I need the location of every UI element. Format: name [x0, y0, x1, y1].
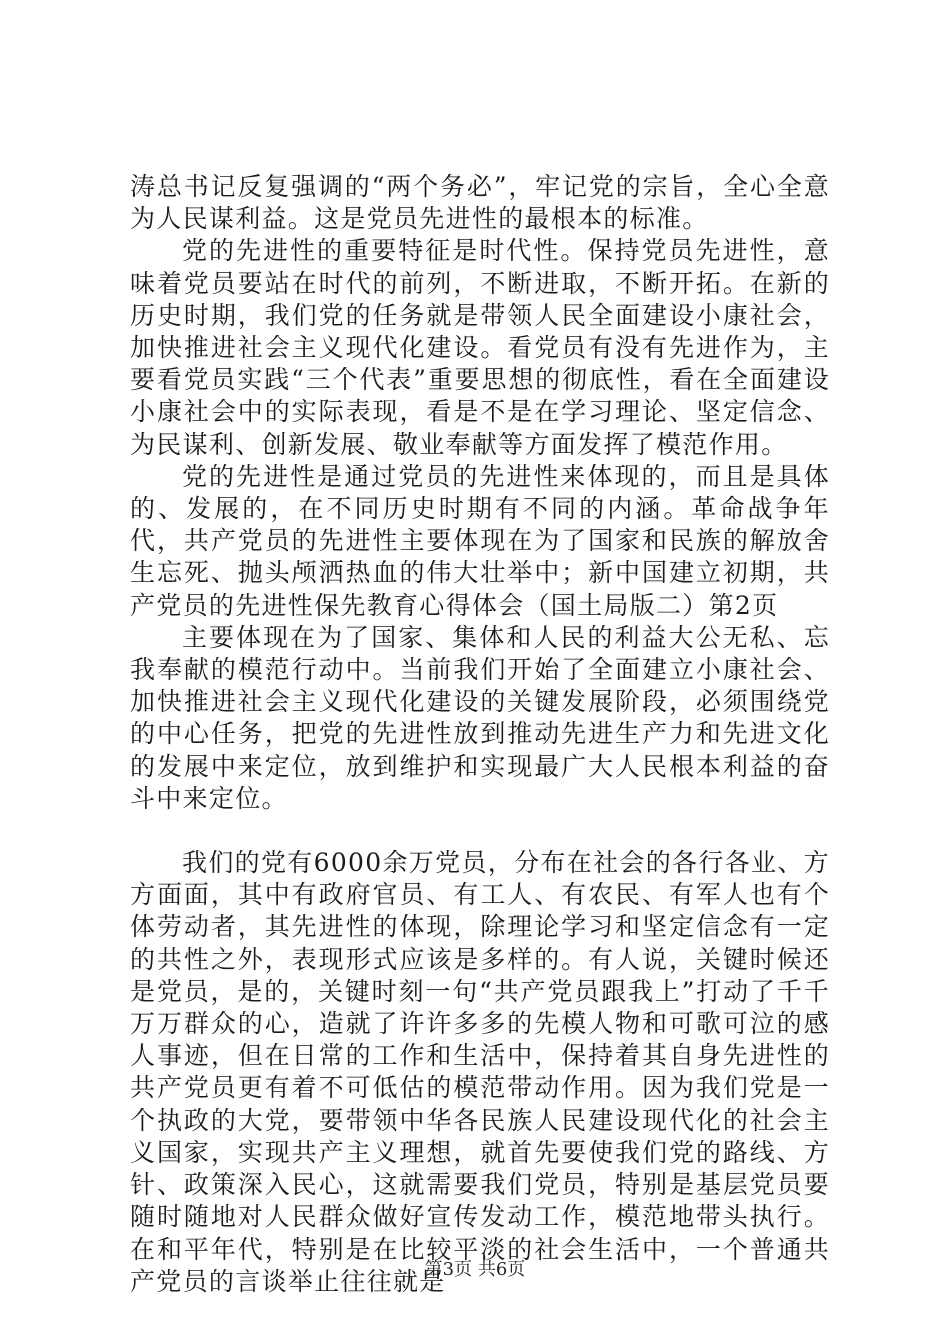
paragraph-3: 党的先进性是通过党员的先进性来体现的，而且是具体的、发展的，在不同历史时期有不同的内涵。革命战争年代，共产党员的先进性主要体现在为了国家和民族的解放舍生忘死、抛头颅洒热血的伟大壮举中；新中国建立初期，共产党员的先进性保先教育心得体会（国土局版二）第2页 [130, 461, 830, 620]
paragraph-5: 我们的党有6000余万党员，分布在社会的各行各业、方方面面，其中有政府官员、有工人、有农民、有军人也有个体劳动者，其先进性的体现，除理论学习和坚定信念有一定的共性之外，表现形式应该是多样的。有人说，关键时候还是党员，是的，关键时刻一句“共产党员跟我上”打动了千千万万群众的心，造就了许许多多的先模人物和可歌可泣的感人事迹，但在日常的工作和生活中，保持着其自身先进性的共产党员更有着不可低估的模范带动作用。因为我们党是一个执政的大党，要带领中华各民族人民建设现代化的社会主义国家，实现共产主义理想，就首先要使我们党的路线、方针、政策深入民心，这就需要我们党员，特别是基层党员要随时随地对人民群众做好宣传发动工作，模范地带头执行。在和平年代，特别是在比较平淡的社会生活中，一个普通共产党员的言谈举止往往就是 [130, 848, 830, 1296]
paragraph-1: 涛总书记反复强调的“两个务必”，牢记党的宗旨，全心全意为人民谋利益。这是党员先进性的最根本的标准。 [130, 172, 830, 234]
document-body [130, 171, 830, 1298]
page-footer: 第3页 共6页 [424, 1259, 526, 1280]
paragraph-4: 主要体现在为了国家、集体和人民的利益大公无私、忘我奉献的模范行动中。当前我们开始了全面建立小康社会、加快推进社会主义现代化建设的关键发展阶段，必须围绕党的中心任务，把党的先进性放到推动先进生产力和先进文化的发展中来定位，放到维护和实现最广大人民根本利益的奋斗中来定位。 [130, 622, 830, 813]
paragraph-spacer [130, 815, 830, 847]
paragraph-2: 党的先进性的重要特征是时代性。保持党员先进性，意味着党员要站在时代的前列，不断进取，不断开拓。在新的历史时期，我们党的任务就是带领人民全面建设小康社会，加快推进社会主义现代化建设。看党员有没有先进作为，主要看党员实践“三个代表”重要思想的彻底性，看在全面建设小康社会中的实际表现，看是不是在学习理论、坚定信念、为民谋利、创新发展、敬业奉献等方面发挥了模范作用。 [130, 236, 830, 459]
